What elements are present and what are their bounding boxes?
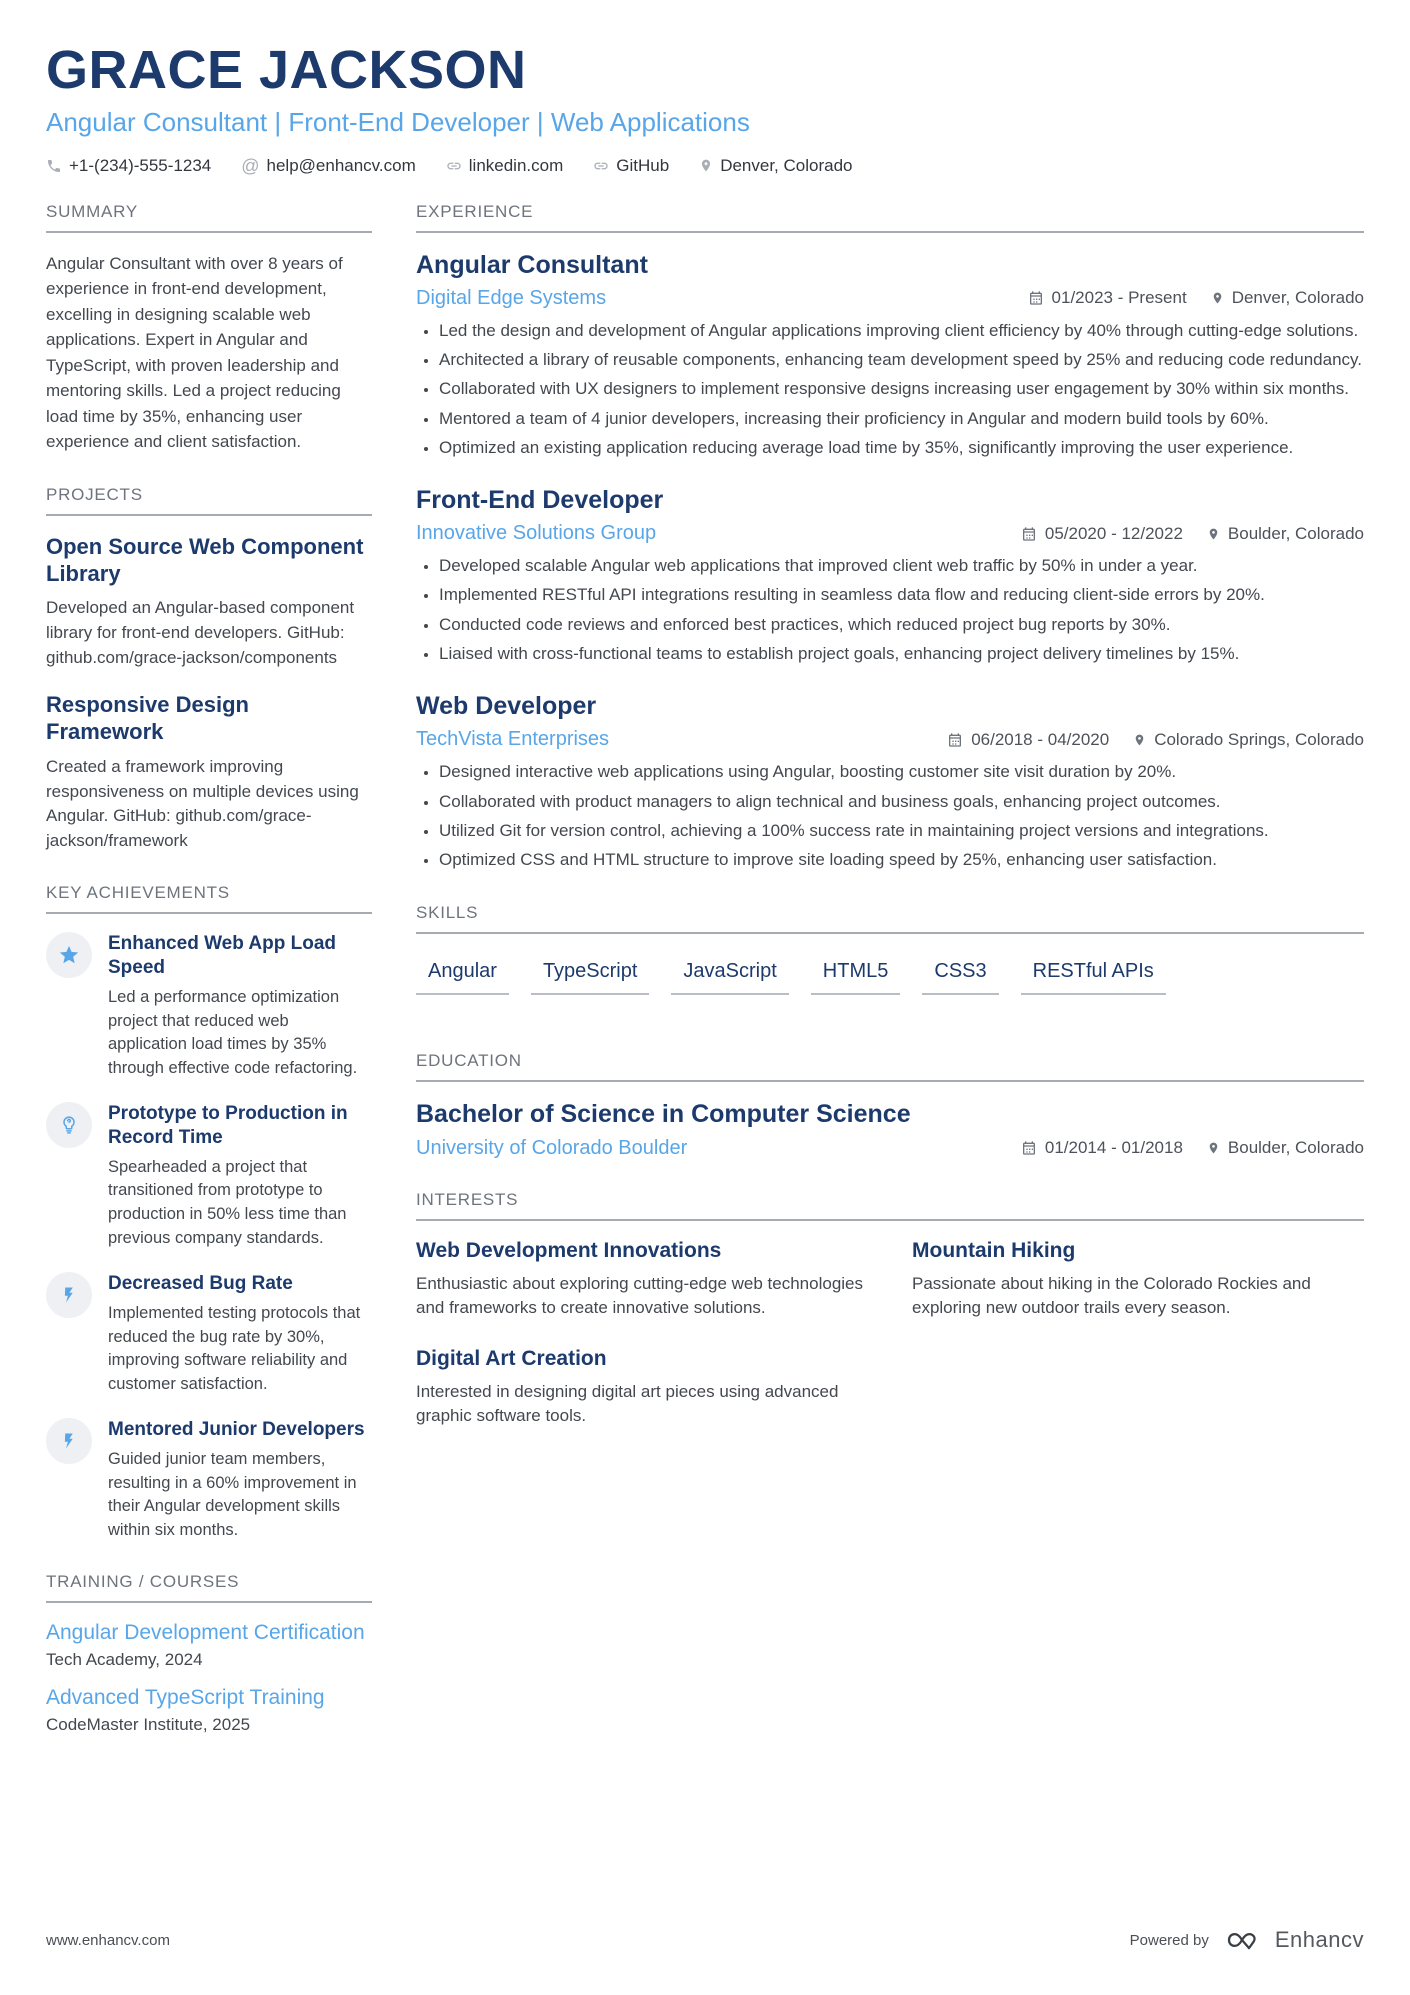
job-bullets: [416, 554, 1364, 666]
job-bullet: • Collaborated with UX designers to implement responsive designs increasing user engagement by 30% within six months.: [439, 377, 1364, 401]
job-bullets: [416, 319, 1364, 460]
interest-item: [912, 1239, 1364, 1321]
degree-title: Bachelor of Science in Computer Science: [416, 1099, 911, 1128]
projects-heading: PROJECTS: [46, 485, 372, 516]
at-icon: @: [241, 155, 260, 176]
experience-section: [416, 202, 1364, 873]
job-title: Angular Consultant: [416, 250, 648, 279]
project-title: Open Source Web Component Library: [46, 533, 364, 586]
candidate-headline: Angular Consultant | Front-End Developer | Web Applications: [46, 106, 750, 137]
left-column: [46, 202, 372, 1766]
job-bullet: • Designed interactive web applications using Angular, boosting customer site visit duration by 20%.: [439, 760, 1364, 784]
interests-heading: INTERESTS: [416, 1190, 1364, 1221]
job-entry: [416, 692, 1364, 872]
job-bullet: • Conducted code reviews and enforced best practices, which reduced project bug reports by 30%.: [439, 613, 1364, 637]
job-title: Web Developer: [416, 692, 597, 721]
calendar-icon: [1021, 1140, 1037, 1156]
job-bullet: • Collaborated with product managers to align technical and business goals, enhancing project outcomes.: [439, 790, 1364, 814]
course-provider: CodeMaster Institute, 2025: [46, 1715, 251, 1735]
lightbulb-icon: [46, 1102, 92, 1148]
skill-tag: CSS3: [922, 958, 998, 995]
job-bullet: • Mentored a team of 4 junior developers, increasing their proficiency in Angular and modern build tools by 60%.: [439, 407, 1364, 431]
summary-text: Angular Consultant with over 8 years of experience in front-end development, excelling in designing scalable web applications. Expert in Angular and TypeScript, with proven leadership and mentoring skills. Led a project reducing load time by 35%, enhancing user experience and client satisfaction.: [46, 253, 343, 452]
candidate-name: GRACE JACKSON: [46, 40, 527, 100]
skill-tag: Angular: [416, 958, 509, 995]
course-title: Angular Development Certification: [46, 1621, 365, 1645]
job-bullet: • Developed scalable Angular web applications that improved client web traffic by 50% in under a year.: [439, 554, 1364, 578]
education-location: Boulder, Colorado: [1207, 1138, 1364, 1158]
job-bullet: • Optimized an existing application reducing average load time by 35%, significantly improving the user experience.: [439, 436, 1364, 460]
course-item: [46, 1686, 372, 1735]
achievement-title: Mentored Junior Developers: [108, 1419, 365, 1441]
contact-location: [699, 156, 852, 176]
training-heading: TRAINING / COURSES: [46, 1572, 372, 1603]
interest-title: Mountain Hiking: [912, 1238, 1076, 1262]
job-location: Boulder, Colorado: [1207, 524, 1364, 544]
achievement-item: [46, 1102, 372, 1250]
contact-linkedin[interactable]: [446, 156, 564, 176]
interest-title: Digital Art Creation: [416, 1346, 607, 1370]
link-icon: [593, 158, 609, 174]
job-bullet: • Architected a library of reusable components, enhancing team development speed by 25% and reducing code redundancy.: [439, 348, 1364, 372]
job-entry: [416, 486, 1364, 666]
achievement-item: [46, 1418, 372, 1542]
enhancv-logo-icon: [1221, 1927, 1263, 1953]
summary-section: [46, 202, 372, 455]
education-section: [416, 1051, 1364, 1160]
bolt-icon: [46, 1272, 92, 1318]
contact-email-text: help@enhancv.com: [266, 155, 416, 175]
project-item: [46, 534, 372, 671]
job-dates: 06/2018 - 04/2020: [947, 730, 1109, 750]
interest-description: Passionate about hiking in the Colorado Rockies and exploring new outdoor trails every season.: [912, 1273, 1311, 1318]
page-footer: [46, 1927, 1364, 1953]
contact-linkedin-text: linkedin.com: [468, 155, 564, 175]
skill-tag: TypeScript: [531, 958, 649, 995]
contact-email[interactable]: [241, 156, 416, 176]
projects-section: [46, 485, 372, 854]
interest-item: [416, 1347, 868, 1429]
job-bullet: • Implemented RESTful API integrations resulting in seamless data flow and reducing client-side errors by 20%.: [439, 583, 1364, 607]
location-icon: [1207, 1140, 1220, 1156]
skills-section: [416, 903, 1364, 995]
school-name: University of Colorado Boulder: [416, 1136, 688, 1159]
job-bullet: • Utilized Git for version control, achieving a 100% success rate in maintaining project versions and integrations.: [439, 819, 1364, 843]
achievement-description: Implemented testing protocols that reduced the bug rate by 30%, improving software reliability and customer satisfaction.: [108, 1303, 361, 1393]
experience-heading: EXPERIENCE: [416, 202, 1364, 233]
training-section: [46, 1572, 372, 1735]
link-icon: [446, 158, 462, 174]
interest-description: Enthusiastic about exploring cutting-edge web technologies and frameworks to create innovative solutions.: [416, 1273, 864, 1318]
interest-title: Web Development Innovations: [416, 1238, 722, 1262]
project-title: Responsive Design Framework: [46, 692, 249, 745]
project-description: Created a framework improving responsiveness on multiple devices using Angular. GitHub: github.com/grace-jackson/framework: [46, 756, 359, 850]
location-icon: [1211, 290, 1224, 306]
skill-tag: RESTful APIs: [1021, 958, 1166, 995]
achievement-description: Led a performance optimization project that reduced web application load times by 35% through effective code refactoring.: [108, 987, 358, 1077]
project-description: Developed an Angular-based component library for front-end developers. GitHub: github.com/grace-jackson/components: [46, 598, 355, 667]
key-achievements-heading: KEY ACHIEVEMENTS: [46, 883, 372, 914]
achievement-title: Enhanced Web App Load Speed: [108, 933, 337, 979]
education-dates: 01/2014 - 01/2018: [1021, 1138, 1183, 1158]
footer-website-link[interactable]: www.enhancv.com: [46, 1931, 170, 1949]
contact-location-text: Denver, Colorado: [720, 155, 853, 175]
course-item: [46, 1621, 372, 1670]
job-company: Digital Edge Systems: [416, 286, 607, 309]
job-dates: 01/2023 - Present: [1028, 288, 1187, 308]
skills-list: [416, 958, 1364, 995]
enhancv-wordmark: Enhancv: [1274, 1927, 1364, 1952]
skill-tag: JavaScript: [671, 958, 788, 995]
job-company: TechVista Enterprises: [416, 728, 610, 751]
course-provider: Tech Academy, 2024: [46, 1650, 203, 1670]
interest-item: [416, 1239, 868, 1321]
right-column: [416, 202, 1364, 1766]
calendar-icon: [1028, 290, 1044, 306]
achievement-title: Prototype to Production in Record Time: [108, 1103, 348, 1149]
interests-section: [416, 1190, 1364, 1430]
course-title: Advanced TypeScript Training: [46, 1686, 325, 1710]
powered-by-label: Powered by: [1129, 1931, 1209, 1949]
phone-icon: [46, 158, 62, 174]
job-company: Innovative Solutions Group: [416, 522, 657, 545]
contact-row: [46, 156, 1364, 176]
interest-description: Interested in designing digital art pieces using advanced graphic software tools.: [416, 1381, 839, 1426]
bolt-icon: [46, 1418, 92, 1464]
job-title: Front-End Developer: [416, 486, 664, 515]
summary-heading: SUMMARY: [46, 202, 372, 233]
contact-phone[interactable]: [46, 156, 211, 176]
project-item: [46, 692, 372, 853]
skill-tag: HTML5: [811, 958, 901, 995]
job-bullet: • Liaised with cross-functional teams to establish project goals, enhancing project delivery timelines by 15%.: [439, 642, 1364, 666]
job-bullet: • Optimized CSS and HTML structure to improve site loading speed by 25%, enhancing user satisfaction.: [439, 848, 1364, 872]
achievement-title: Decreased Bug Rate: [108, 1273, 293, 1295]
job-dates: 05/2020 - 12/2022: [1021, 524, 1183, 544]
achievement-description: Spearheaded a project that transitioned from prototype to production in 50% less time than previous company standards.: [108, 1157, 347, 1247]
powered-by-brand[interactable]: [1130, 1927, 1364, 1953]
job-bullet: • Led the design and development of Angular applications improving client efficiency by 40% through cutting-edge solutions.: [439, 319, 1364, 343]
skills-heading: SKILLS: [416, 903, 1364, 934]
achievement-item: [46, 932, 372, 1080]
key-achievements-section: [46, 883, 372, 1542]
contact-phone-text: +1-(234)-555-1234: [69, 155, 212, 175]
achievement-item: [46, 1272, 372, 1396]
job-location: Denver, Colorado: [1211, 288, 1364, 308]
calendar-icon: [1021, 526, 1037, 542]
location-icon: [699, 157, 713, 174]
star-icon: [46, 932, 92, 978]
achievement-description: Guided junior team members, resulting in a 60% improvement in their Angular development skills within six months.: [108, 1450, 357, 1539]
job-location: Colorado Springs, Colorado: [1133, 730, 1364, 750]
resume-header: [46, 42, 1364, 176]
contact-github[interactable]: [593, 156, 669, 176]
job-bullets: [416, 760, 1364, 872]
contact-github-text: GitHub: [616, 155, 670, 175]
education-heading: EDUCATION: [416, 1051, 1364, 1082]
location-icon: [1133, 732, 1146, 748]
job-entry: [416, 251, 1364, 460]
calendar-icon: [947, 732, 963, 748]
location-icon: [1207, 526, 1220, 542]
